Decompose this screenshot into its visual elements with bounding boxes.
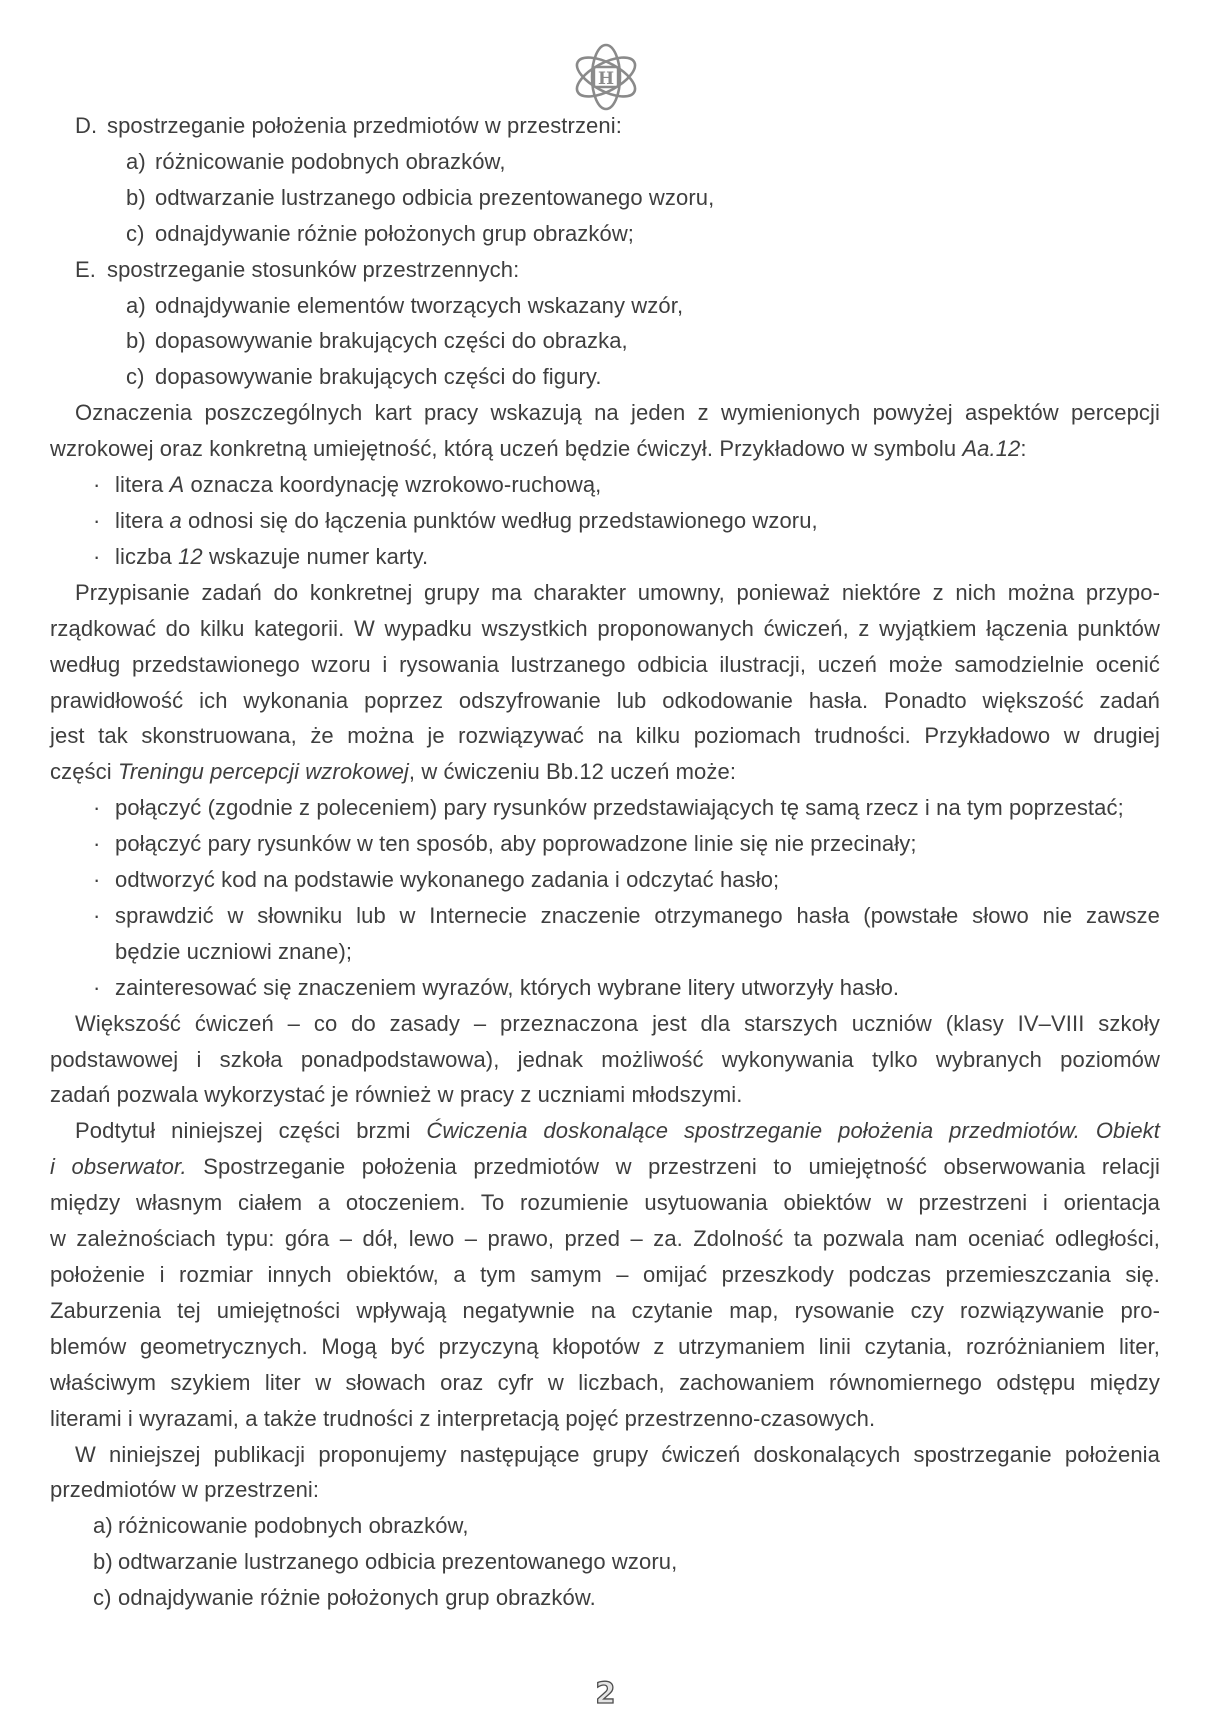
list-marker: b): [126, 328, 146, 354]
bullet-dot: ·: [93, 507, 101, 533]
paragraph-przypisanie: [50, 575, 1160, 790]
page-body: [50, 108, 1160, 1616]
text-line: spostrzeganie położenia przedmiotów w przestrzeni:: [107, 113, 622, 138]
bullet-dot: ·: [93, 795, 101, 821]
bullet-dot: ·: [93, 543, 101, 569]
bullet-polaczyc-pary: [50, 790, 1160, 826]
list-marker: b): [126, 184, 146, 210]
text-line: zainteresować się znaczeniem wyrazów, których wybrane litery utworzyły hasło.: [115, 974, 900, 1000]
outline-subitem-c: [50, 359, 1160, 395]
outline-subitem-b: [50, 180, 1160, 216]
group-item-b: [50, 1544, 1160, 1580]
paragraph-oznaczenia: [50, 395, 1160, 467]
text-line: odtworzyć kod na podstawie wykonanego zadania i odczytać hasło;: [115, 867, 780, 893]
text-line: sprawdzić w słowniku lub w Internecie znaczenie otrzymanego hasła (powstałe słowo nie zawsze: [115, 902, 1160, 928]
bullet-dot: ·: [93, 902, 101, 928]
text-line: Większość ćwiczeń – co do zasady – przeznaczona jest dla starszych uczniów (klasy IV–VIII szkoły: [75, 1010, 1160, 1036]
list-marker: b): [93, 1549, 113, 1575]
bullet-litera-a: [50, 503, 1160, 539]
outline-subitem-c: [50, 216, 1160, 252]
text-line: między własnym ciałem a otoczeniem. To rozumienie usytuowania obiektów w przestrzeni i orientacja: [50, 1190, 1160, 1216]
text-line: spostrzeganie stosunków przestrzennych:: [107, 256, 520, 282]
text-line: odtwarzanie lustrzanego odbicia prezentowanego wzoru,: [118, 1549, 678, 1575]
list-marker: D.: [75, 113, 98, 138]
text-line: zadań pozwala wykorzystać je również w pracy z uczniami młodszymi.: [50, 1082, 743, 1108]
text-line: odnajdywanie różnie położonych grup obrazków.: [118, 1585, 596, 1611]
outline-subitem-b: [50, 323, 1160, 359]
list-marker: a): [126, 292, 146, 318]
bullet-liczba-12: [50, 539, 1160, 575]
text-line: będzie uczniowi znane);: [115, 938, 353, 964]
list-marker: E.: [75, 256, 96, 282]
group-item-a: [50, 1508, 1160, 1544]
text-line: dopasowywanie brakujących części do obrazka,: [155, 328, 628, 354]
text-line: odnajdywanie elementów tworzących wskazany wzór,: [155, 292, 684, 318]
text-line: i obserwator. Spostrzeganie położenia przedmiotów w przestrzeni to umiejętność obserwowania relacji: [50, 1154, 1160, 1180]
bullet-litera-A: [50, 467, 1160, 503]
text-line: różnicowanie podobnych obrazków,: [118, 1513, 469, 1539]
text-line: odtwarzanie lustrzanego odbicia prezentowanego wzoru,: [155, 184, 715, 210]
outline-subitem-a: [50, 144, 1160, 180]
text-line: właściwym szykiem liter w słowach oraz cyfr w liczbach, zachowaniem równomiernego odstępu między: [50, 1369, 1160, 1395]
list-marker: a): [93, 1513, 113, 1539]
publisher-logo: [567, 38, 645, 116]
text-line: jest tak skonstruowana, że można je rozwiązywać na kilku poziomach trudności. Przykładowo w drugiej: [50, 723, 1160, 749]
text-line: przedmiotów w przestrzeni:: [50, 1477, 320, 1503]
bullet-dot: ·: [93, 472, 101, 498]
bullet-sprawdzic-slownik: [50, 898, 1160, 970]
text-line: wzrokowej oraz konkretną umiejętność, którą uczeń będzie ćwiczył. Przykładowo w symbolu Aa.12:: [50, 436, 1027, 462]
paragraph-wiekszosc: [50, 1006, 1160, 1114]
logo-letter: H: [597, 69, 614, 89]
text-line: literami i wyrazami, a także trudności z interpretacją pojęć przestrzenno-czasowych.: [50, 1405, 876, 1431]
atom-orbits-icon: [567, 38, 645, 116]
text-line: w zależnościach typu: góra – dół, lewo – prawo, przed – za. Zdolność ta pozwala nam oceniać odległości,: [50, 1226, 1160, 1252]
text-line: Podtytuł niniejszej części brzmi Ćwiczenia doskonalące spostrzeganie położenia przedmiotów. Obiekt: [75, 1118, 1160, 1144]
text-line: Oznaczenia poszczególnych kart pracy wskazują na jeden z wymienionych powyżej aspektów percepcji: [75, 400, 1160, 426]
text-line: Zaburzenia tej umiejętności wpływają negatywnie na czytanie map, rysowanie czy rozwiązywanie pro-: [50, 1297, 1160, 1323]
paragraph-podtytul: [50, 1113, 1160, 1436]
page-number: 2: [595, 1676, 616, 1710]
list-marker: c): [126, 364, 145, 390]
text-line: liczba 12 wskazuje numer karty.: [115, 543, 429, 569]
outline-item-D: [50, 108, 1160, 144]
text-line: położenie i rozmiar innych obiektów, a tym samym – omijać przeszkody podczas przemieszczania się.: [50, 1262, 1160, 1287]
text-line: połączyć pary rysunków w ten sposób, aby poprowadzone linie się nie przecinały;: [115, 831, 917, 857]
text-line: blemów geometrycznych. Mogą być przyczyną kłopotów z utrzymaniem linii czytania, rozróżnianiem liter,: [50, 1333, 1160, 1359]
outline-subitem-a: [50, 288, 1160, 324]
bullet-dot: ·: [93, 831, 101, 857]
text-line: rządkować do kilku kategorii. W wypadku wszystkich proponowanych ćwiczeń, z wyjątkiem łączenia punktów: [50, 615, 1160, 641]
bullet-zainteresowac: [50, 970, 1160, 1006]
text-line: prawidłowość ich wykonania poprzez odszyfrowanie lub odkodowanie hasła. Ponadto większość zadań: [50, 687, 1160, 713]
list-marker: c): [93, 1585, 112, 1611]
bullet-dot: ·: [93, 867, 101, 893]
outline-item-E: [50, 252, 1160, 288]
bullet-odtworzyc-kod: [50, 862, 1160, 898]
list-marker: a): [126, 148, 146, 174]
text-line: litera A oznacza koordynację wzrokowo-ruchową,: [115, 472, 602, 498]
text-line: W niniejszej publikacji proponujemy następujące grupy ćwiczeń doskonalących spostrzeganie położenia: [75, 1441, 1160, 1467]
group-item-c: [50, 1580, 1160, 1616]
text-line: według przedstawionego wzoru i rysowania lustrzanego odbicia ilustracji, uczeń może samodzielnie ocenić: [50, 651, 1160, 677]
text-line: podstawowej i szkoła ponadpodstawowa), jednak możliwość wykonywania tylko wybranych poziomów: [50, 1046, 1160, 1072]
bullet-dot: ·: [93, 974, 101, 1000]
text-line: litera a odnosi się do łączenia punktów według przedstawionego wzoru,: [115, 507, 818, 533]
text-line: Przypisanie zadań do konkretnej grupy ma charakter umowny, ponieważ niektóre z nich można przypo-: [75, 579, 1160, 605]
text-line: różnicowanie podobnych obrazków,: [155, 148, 506, 174]
text-line: dopasowywanie brakujących części do figury.: [155, 364, 602, 390]
text-line: części Treningu percepcji wzrokowej, w ćwiczeniu Bb.12 uczeń może:: [50, 759, 737, 785]
list-marker: c): [126, 220, 145, 246]
text-line: połączyć (zgodnie z poleceniem) pary rysunków przedstawiających tę samą rzecz i na tym poprzestać;: [115, 795, 1124, 821]
bullet-polaczyc-linie: [50, 826, 1160, 862]
text-line: odnajdywanie różnie położonych grup obrazków;: [155, 220, 635, 246]
paragraph-w-niniejszej: [50, 1437, 1160, 1509]
